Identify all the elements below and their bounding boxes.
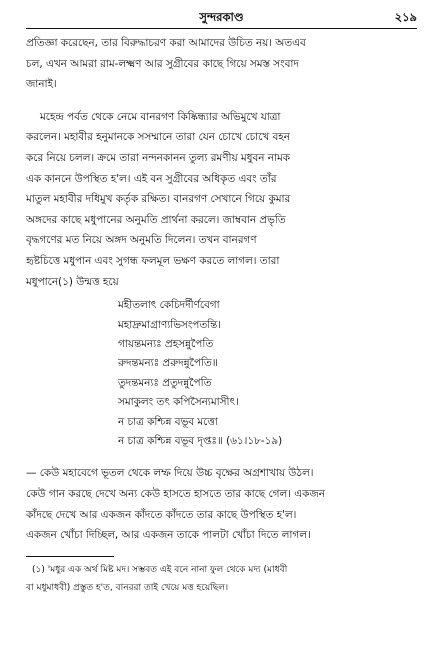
text-line: বৃদ্ধগণের মত নিয়ে অঙ্গদ অনুমতি দিলেন। তখন বানরগণ [26, 234, 257, 247]
paragraph-3 [26, 463, 417, 545]
page-number: ২১৯ [394, 10, 417, 24]
text-line: কেউ গান করছে দেখে অন্য কেউ হাসতে হাসতে তার কাছে গেল। একজন [26, 487, 325, 500]
footnote-divider [26, 556, 114, 557]
text-line: জানাই। [26, 78, 57, 91]
sanskrit-verse [118, 296, 417, 451]
verse-line: মহাদ্রুমাগ্রাণ্যভিসংপতন্তি। [118, 318, 222, 331]
text-line: করলেন। মহাবীর হনুমানকে সসম্মানে তারা যেন চোখে চোখে বহন [26, 131, 290, 144]
text-line: করে নিয়ে চলল। ক্রমে তারা নন্দনকানন তুল্য রমণীয় মধুবন নামক [26, 151, 291, 164]
page-header [26, 6, 417, 29]
text-line: প্রতিজ্ঞা করেছেন, তার বিরুদ্ধাচরণ করা আমাদের উচিত নয়। অতএব [26, 37, 306, 49]
verse-line: ন চাত্র কশ্চিন্ন বভূব মত্তো [118, 415, 218, 428]
verse-line: তুদন্তমন্যঃ প্রতুদন্নুপৈতি [118, 376, 212, 389]
verse-line: রুদন্তমন্যঃ প্ররুদন্নুপৈতি॥ [118, 357, 218, 370]
text-line: চল, এখন আমরা রাম-লক্ষ্মণ আর সুগ্রীবের কাছে গিয়ে সমস্ত সংবাদ [26, 57, 299, 70]
text-line: মধুপানে(১) উন্মত্ত হয়ে [26, 275, 119, 288]
text-line: অঙ্গদের কাছে মধুপানের অনুমতি প্রার্থনা করলে। জাম্ববান প্রভৃতি [26, 213, 286, 226]
paragraph-1 [26, 33, 417, 95]
text-line: — কেউ মহাবেগে ভূতল থেকে লম্ফ দিয়ে উচ্চ বৃক্ষের অগ্রশাখায় উঠল। [26, 467, 314, 480]
verse-line: মহীতলাৎ কেচিদর্দীর্ণবেগা [118, 299, 220, 312]
verse-line: সমাকুলং তৎ কপিসৈন্যমাসীৎ। [118, 396, 239, 409]
text-line: মাতুল মহাবীর দধিমুখ কর্তৃক রক্ষিত। বানরগণ সেখানে গিয়ে কুমার [26, 193, 291, 206]
verse-line: গায়ন্তমন্যঃ প্রহসন্নুপৈতি [118, 337, 214, 350]
footnote-line: বা মধুমাধবী) প্রস্তুত হ'ত, বানররা তাই খেয়ে মত্ত হয়েছিল। [26, 582, 229, 593]
chapter-title: সুন্দরকাণ্ড [199, 10, 244, 24]
text-line: কাঁদছে দেখে আর একজন কাঁদতে কাঁদতে তার কাছে উপস্থিত হ'ল। [26, 508, 297, 521]
paragraph-2 [26, 107, 417, 292]
verse-line: ন চাত্র কশ্চিন্ন বভূব দৃপ্তঃ॥ (৬১।১৮-১৯) [118, 434, 283, 447]
text-line: হৃষ্টচিত্তে মধুপান এবং সুগন্ধ ফলমূল ভক্ষণ করতে লাগল। তারা [26, 254, 280, 267]
text-line: একজন খোঁচা দিচ্ছিল, আর একজন তাকে পালটা খোঁচা দিতে লাগল। [26, 529, 311, 542]
footnote [26, 561, 417, 597]
footnote-line: (১) 'মধুর এক অর্থ মিষ্ট মদ। সম্ভবত এই বনে নানা ফুল থেকে মদ্য (মাধবী [32, 564, 288, 575]
text-line: এক কাননে উপস্থিত হ'ল। এই বন সুগ্রীবের অধিকৃত এবং তাঁর [26, 172, 277, 185]
text-line: মহেন্দ্র পর্বত থেকে নেমে বানরগণ কিষ্কিন্ধ্যার অভিমুখে যাত্রা [40, 110, 281, 123]
